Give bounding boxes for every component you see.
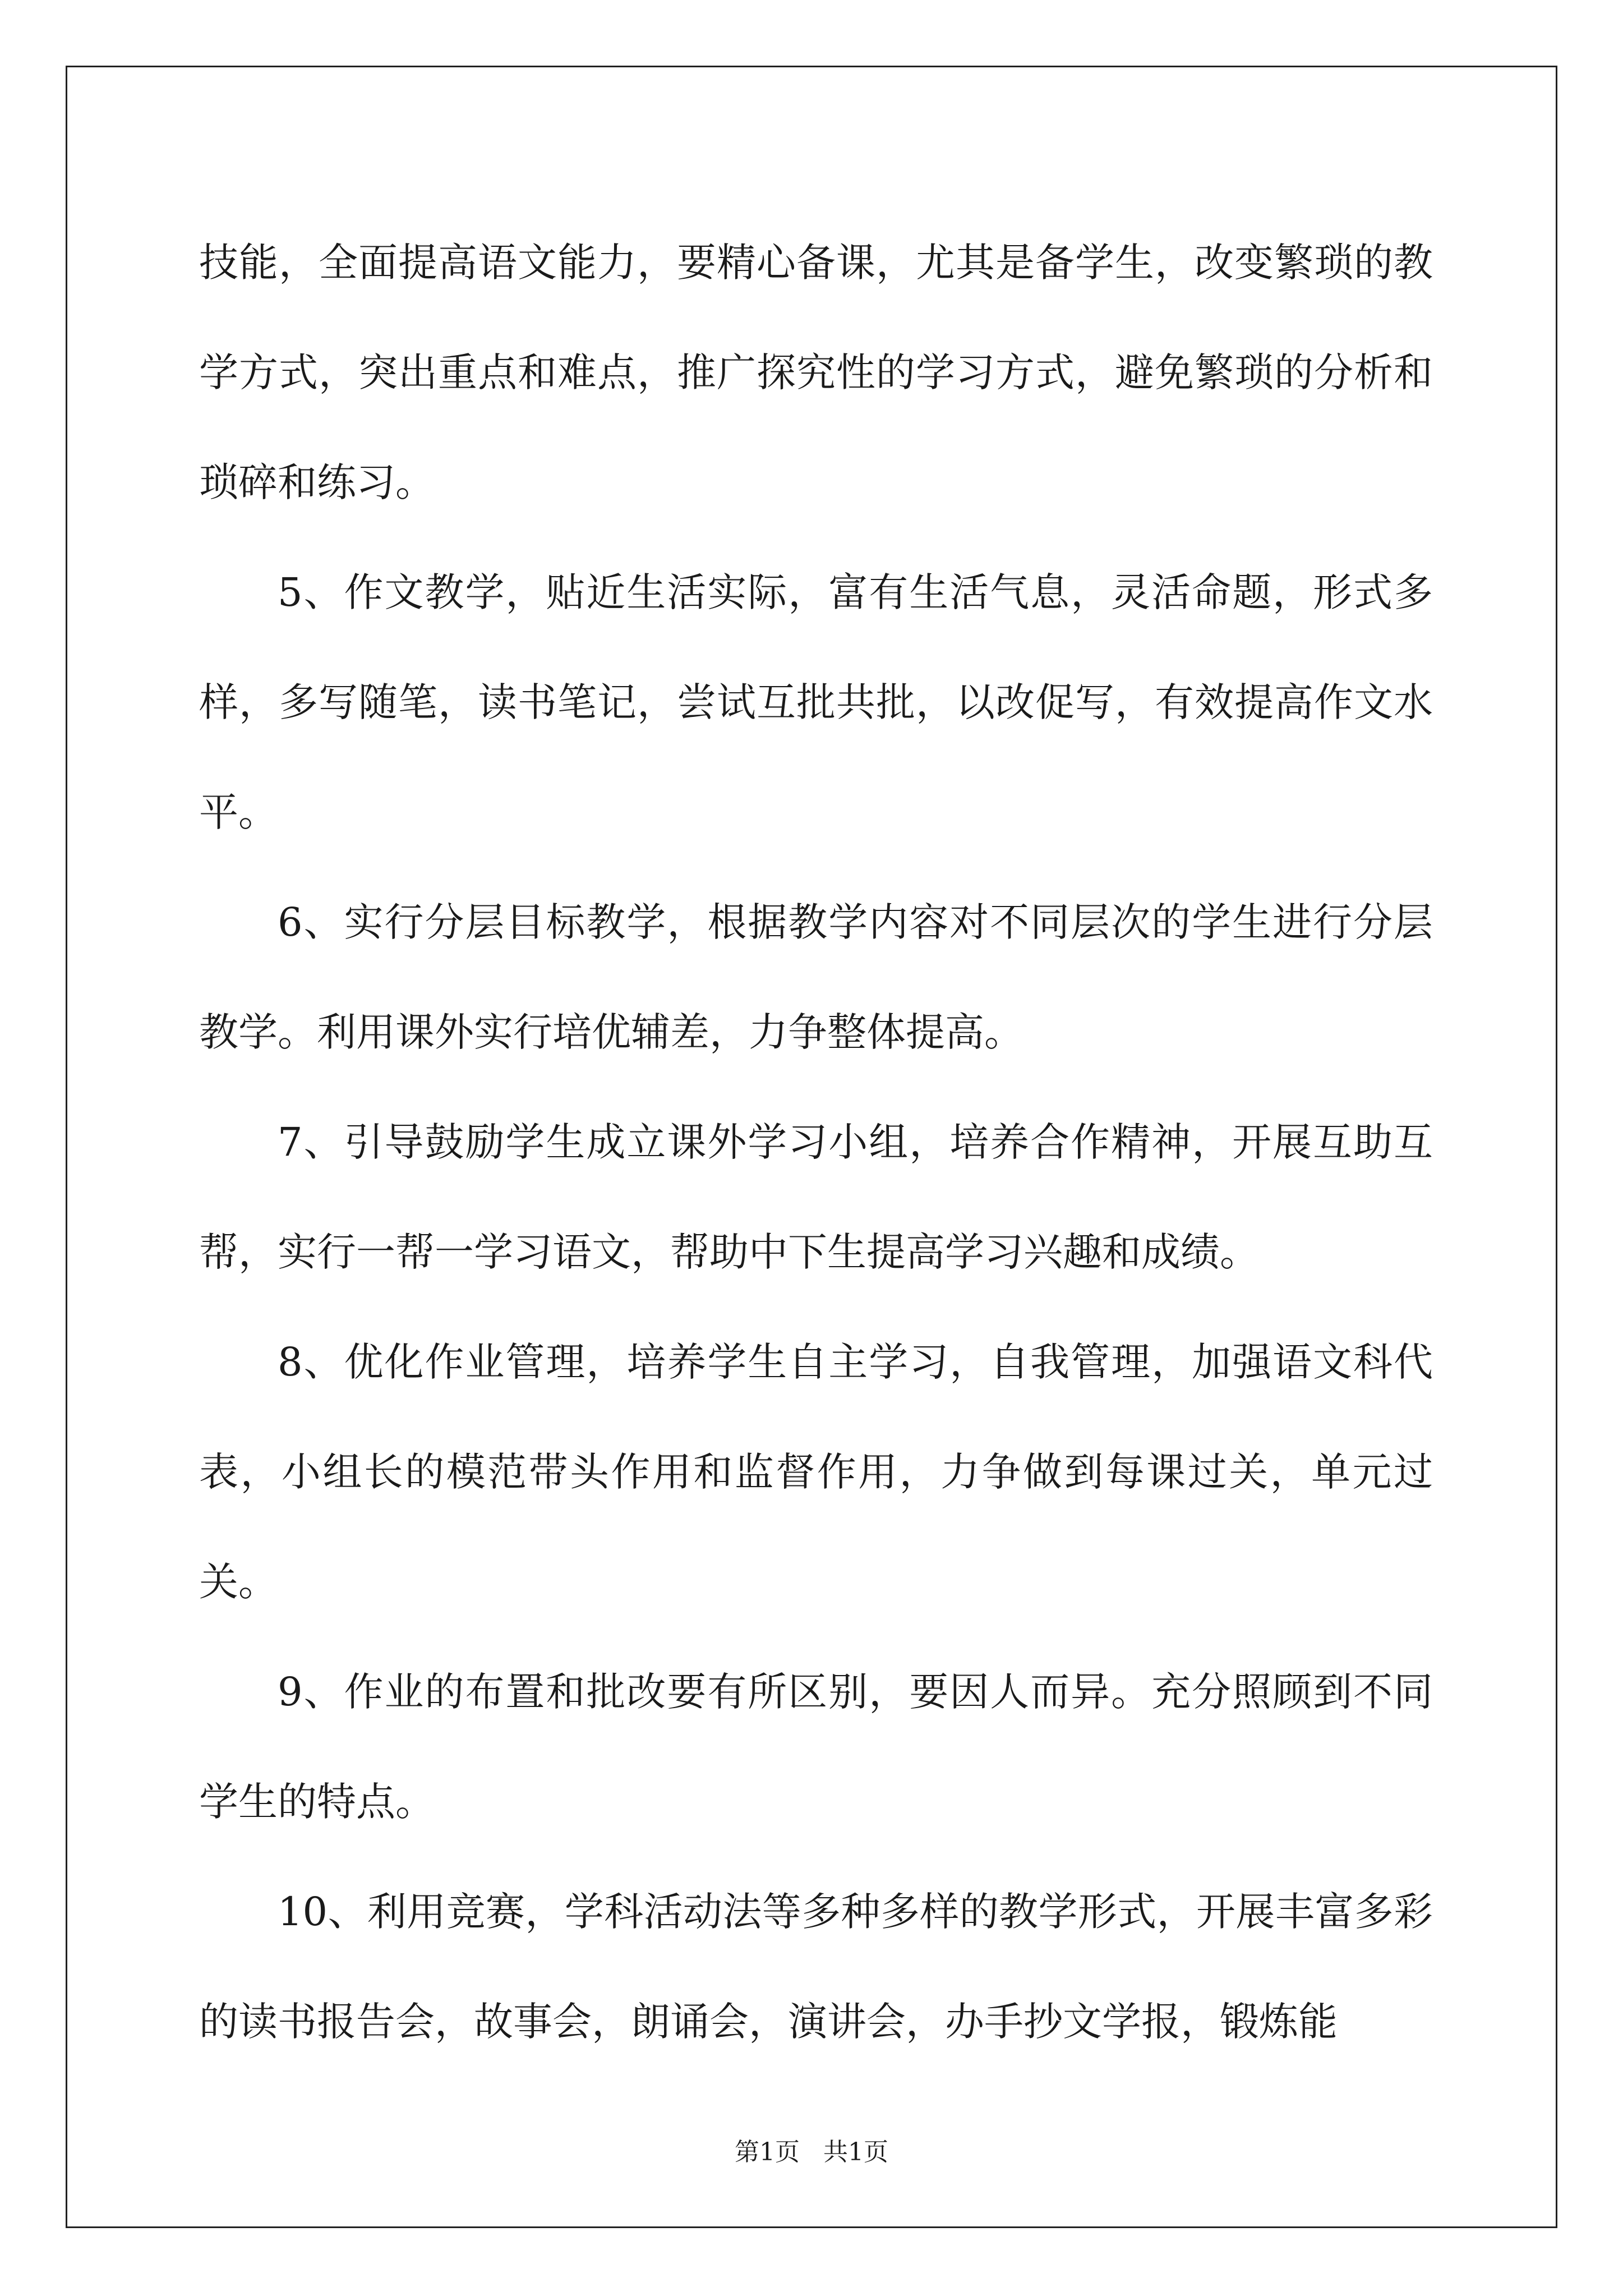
- document-body: [199, 208, 1433, 2077]
- page-footer: 第1页 共1页: [735, 2138, 888, 2166]
- paragraph-1: 技能，全面提高语文能力，要精心备课，尤其是备学生，改变繁琐的教学方式，突出重点和难点，推广探究性的学习方式，避免繁琐的分析和琐碎和练习。: [199, 240, 1433, 505]
- paragraph-6: 9、作业的布置和批改要有所区别，要因人而异。充分照顾到不同学生的特点。: [199, 1669, 1433, 1825]
- paragraph-7: 10、利用竞赛，学科活动法等多种多样的教学形式，开展丰富多彩的读书报告会，故事会，朗诵会，演讲会，办手抄文学报，锻炼能: [199, 1889, 1433, 2045]
- paragraph-4: 7、引导鼓励学生成立课外学习小组，培养合作精神，开展互助互帮，实行一帮一学习语文，帮助中下生提高学习兴趣和成绩。: [199, 1119, 1433, 1275]
- paragraph-3: 6、实行分层目标教学，根据教学内容对不同层次的学生进行分层教学。利用课外实行培优辅差，力争整体提高。: [199, 899, 1433, 1055]
- paragraph-2: 5、作文教学，贴近生活实际，富有生活气息，灵活命题，形式多样，多写随笔，读书笔记，尝试互批共批，以改促写，有效提高作文水平。: [199, 569, 1433, 835]
- paragraph-5: 8、优化作业管理，培养学生自主学习，自我管理，加强语文科代表，小组长的模范带头作用和监督作用，力争做到每课过关，单元过关。: [199, 1339, 1433, 1605]
